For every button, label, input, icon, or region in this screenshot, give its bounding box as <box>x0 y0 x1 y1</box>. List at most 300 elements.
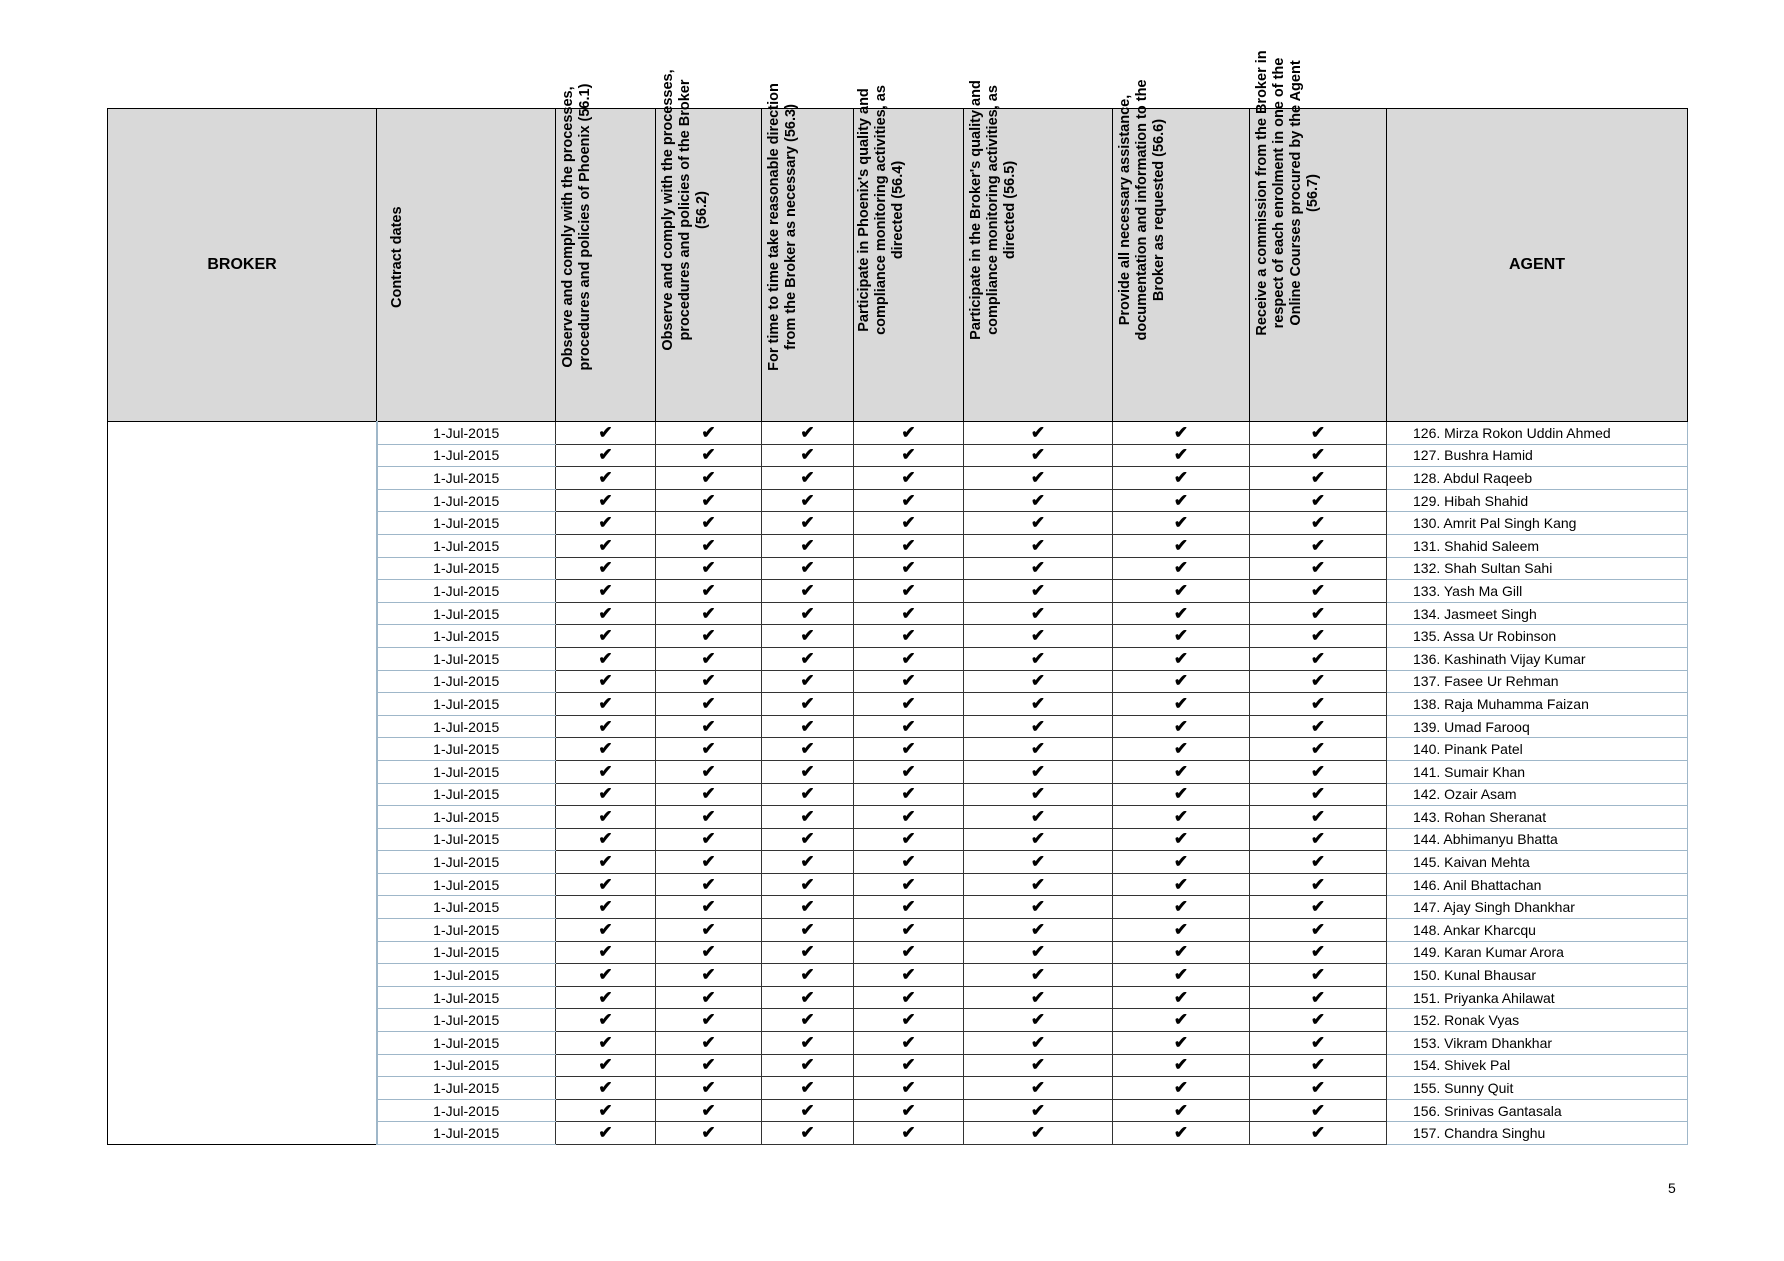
check-mark-icon: ✔ <box>1113 1099 1250 1122</box>
agent-name-cell: 140. Pinank Patel <box>1387 738 1688 761</box>
check-mark-icon: ✔ <box>854 625 964 648</box>
agent-name-cell: 131. Shahid Saleem <box>1387 534 1688 557</box>
agent-name-cell: 130. Amrit Pal Singh Kang <box>1387 512 1688 535</box>
check-mark-icon: ✔ <box>854 444 964 467</box>
agent-compliance-table <box>107 50 1688 1145</box>
check-mark-icon: ✔ <box>762 760 854 783</box>
check-mark-icon: ✔ <box>762 693 854 716</box>
check-mark-icon: ✔ <box>556 670 656 693</box>
check-mark-icon: ✔ <box>964 828 1113 851</box>
contract-date-cell: 1-Jul-2015 <box>377 1054 556 1077</box>
col-56-7-label: Receive a commission from the Broker in respect of each enrolment in one of the Online Courses procured by the Agent (56.7) <box>1254 50 1321 336</box>
check-mark-icon: ✔ <box>1113 986 1250 1009</box>
check-mark-icon: ✔ <box>656 647 762 670</box>
check-mark-icon: ✔ <box>1113 580 1250 603</box>
check-mark-icon: ✔ <box>854 896 964 919</box>
check-mark-icon: ✔ <box>1250 580 1387 603</box>
check-mark-icon: ✔ <box>1250 986 1387 1009</box>
check-mark-icon: ✔ <box>964 919 1113 942</box>
check-mark-icon: ✔ <box>556 467 656 490</box>
check-mark-icon: ✔ <box>964 738 1113 761</box>
agent-name-cell: 127. Bushra Hamid <box>1387 444 1688 467</box>
check-mark-icon: ✔ <box>1250 919 1387 942</box>
contract-date-cell: 1-Jul-2015 <box>377 806 556 829</box>
contract-date-cell: 1-Jul-2015 <box>377 647 556 670</box>
check-mark-icon: ✔ <box>964 715 1113 738</box>
contract-date-cell: 1-Jul-2015 <box>377 738 556 761</box>
contract-date-cell: 1-Jul-2015 <box>377 783 556 806</box>
contract-date-cell: 1-Jul-2015 <box>377 467 556 490</box>
check-mark-icon: ✔ <box>1113 467 1250 490</box>
check-mark-icon: ✔ <box>964 1077 1113 1100</box>
check-mark-icon: ✔ <box>556 625 656 648</box>
check-mark-icon: ✔ <box>762 444 854 467</box>
check-mark-icon: ✔ <box>762 738 854 761</box>
check-mark-icon: ✔ <box>854 647 964 670</box>
contract-date-cell: 1-Jul-2015 <box>377 693 556 716</box>
check-mark-icon: ✔ <box>762 986 854 1009</box>
check-mark-icon: ✔ <box>1250 1077 1387 1100</box>
check-mark-icon: ✔ <box>656 1077 762 1100</box>
check-mark-icon: ✔ <box>656 1009 762 1032</box>
check-mark-icon: ✔ <box>1113 647 1250 670</box>
check-mark-icon: ✔ <box>854 851 964 874</box>
check-mark-icon: ✔ <box>556 1054 656 1077</box>
check-mark-icon: ✔ <box>556 873 656 896</box>
check-mark-icon: ✔ <box>964 602 1113 625</box>
contract-date-cell: 1-Jul-2015 <box>377 512 556 535</box>
check-mark-icon: ✔ <box>656 851 762 874</box>
check-mark-icon: ✔ <box>854 670 964 693</box>
check-mark-icon: ✔ <box>762 1009 854 1032</box>
check-mark-icon: ✔ <box>1250 1032 1387 1055</box>
check-mark-icon: ✔ <box>1113 806 1250 829</box>
broker-header: BROKER <box>108 109 377 422</box>
col-56-2-header <box>656 69 762 422</box>
col-56-4-header <box>854 85 964 422</box>
agent-header: AGENT <box>1387 109 1688 422</box>
contract-date-cell: 1-Jul-2015 <box>377 896 556 919</box>
check-mark-icon: ✔ <box>854 715 964 738</box>
col-56-7-header <box>1250 50 1387 422</box>
check-mark-icon: ✔ <box>964 467 1113 490</box>
agent-name-cell: 138. Raja Muhamma Faizan <box>1387 693 1688 716</box>
check-mark-icon: ✔ <box>1113 444 1250 467</box>
agent-name-cell: 152. Ronak Vyas <box>1387 1009 1688 1032</box>
check-mark-icon: ✔ <box>1250 828 1387 851</box>
check-mark-icon: ✔ <box>762 647 854 670</box>
check-mark-icon: ✔ <box>762 919 854 942</box>
agent-name-cell: 150. Kunal Bhausar <box>1387 964 1688 987</box>
check-mark-icon: ✔ <box>964 1122 1113 1145</box>
check-mark-icon: ✔ <box>964 851 1113 874</box>
check-mark-icon: ✔ <box>762 873 854 896</box>
check-mark-icon: ✔ <box>1113 873 1250 896</box>
check-mark-icon: ✔ <box>1250 941 1387 964</box>
contract-date-cell: 1-Jul-2015 <box>377 964 556 987</box>
check-mark-icon: ✔ <box>964 986 1113 1009</box>
check-mark-icon: ✔ <box>1250 1054 1387 1077</box>
col-56-6-label: Provide all necessary assistance, documentation and information to the Broker as requested (56.6) <box>1117 79 1167 341</box>
check-mark-icon: ✔ <box>854 557 964 580</box>
agent-name-cell: 134. Jasmeet Singh <box>1387 602 1688 625</box>
contract-date-cell: 1-Jul-2015 <box>377 1009 556 1032</box>
check-mark-icon: ✔ <box>1250 625 1387 648</box>
check-mark-icon: ✔ <box>1250 1122 1387 1145</box>
check-mark-icon: ✔ <box>656 422 762 445</box>
agent-name-cell: 144. Abhimanyu Bhatta <box>1387 828 1688 851</box>
check-mark-icon: ✔ <box>1250 670 1387 693</box>
contract-date-cell: 1-Jul-2015 <box>377 851 556 874</box>
agent-name-cell: 137. Fasee Ur Rehman <box>1387 670 1688 693</box>
contract-date-cell: 1-Jul-2015 <box>377 941 556 964</box>
check-mark-icon: ✔ <box>762 467 854 490</box>
contract-date-cell: 1-Jul-2015 <box>377 580 556 603</box>
check-mark-icon: ✔ <box>1250 783 1387 806</box>
check-mark-icon: ✔ <box>656 919 762 942</box>
check-mark-icon: ✔ <box>1250 467 1387 490</box>
check-mark-icon: ✔ <box>762 851 854 874</box>
col-56-5-header <box>964 80 1113 422</box>
agent-name-cell: 141. Sumair Khan <box>1387 760 1688 783</box>
check-mark-icon: ✔ <box>854 602 964 625</box>
check-mark-icon: ✔ <box>1250 806 1387 829</box>
col-56-2-label: Observe and comply with the processes, procedures and policies of the Broker (56.2) <box>660 69 710 351</box>
contract-date-cell: 1-Jul-2015 <box>377 828 556 851</box>
check-mark-icon: ✔ <box>1250 873 1387 896</box>
check-mark-icon: ✔ <box>854 738 964 761</box>
contract-date-cell: 1-Jul-2015 <box>377 625 556 648</box>
check-mark-icon: ✔ <box>656 896 762 919</box>
check-mark-icon: ✔ <box>762 1122 854 1145</box>
check-mark-icon: ✔ <box>656 738 762 761</box>
contract-date-cell: 1-Jul-2015 <box>377 534 556 557</box>
check-mark-icon: ✔ <box>964 422 1113 445</box>
check-mark-icon: ✔ <box>854 919 964 942</box>
check-mark-icon: ✔ <box>1113 1077 1250 1100</box>
contract-date-cell: 1-Jul-2015 <box>377 602 556 625</box>
check-mark-icon: ✔ <box>1113 534 1250 557</box>
check-mark-icon: ✔ <box>556 715 656 738</box>
check-mark-icon: ✔ <box>762 941 854 964</box>
check-mark-icon: ✔ <box>854 1099 964 1122</box>
col-56-5-label: Participate in the Broker's quality and compliance monitoring activities, as directed (56.5) <box>968 80 1018 340</box>
check-mark-icon: ✔ <box>1113 828 1250 851</box>
check-mark-icon: ✔ <box>1113 512 1250 535</box>
check-mark-icon: ✔ <box>854 467 964 490</box>
contract-date-cell: 1-Jul-2015 <box>377 873 556 896</box>
check-mark-icon: ✔ <box>556 557 656 580</box>
check-mark-icon: ✔ <box>556 1099 656 1122</box>
check-mark-icon: ✔ <box>1113 715 1250 738</box>
col-56-1-label: Observe and comply with the processes, procedures and policies of Phoenix (56.1) <box>560 83 593 371</box>
check-mark-icon: ✔ <box>1113 783 1250 806</box>
check-mark-icon: ✔ <box>964 1054 1113 1077</box>
col-56-4-label: Participate in Phoenix's quality and compliance monitoring activities, as directed (56.4) <box>856 85 906 335</box>
check-mark-icon: ✔ <box>1113 1054 1250 1077</box>
check-mark-icon: ✔ <box>1250 760 1387 783</box>
check-mark-icon: ✔ <box>762 512 854 535</box>
check-mark-icon: ✔ <box>556 738 656 761</box>
check-mark-icon: ✔ <box>1113 1032 1250 1055</box>
check-mark-icon: ✔ <box>964 806 1113 829</box>
check-mark-icon: ✔ <box>1113 489 1250 512</box>
agent-name-cell: 132. Shah Sultan Sahi <box>1387 557 1688 580</box>
check-mark-icon: ✔ <box>762 534 854 557</box>
agent-name-cell: 149. Karan Kumar Arora <box>1387 941 1688 964</box>
check-mark-icon: ✔ <box>656 806 762 829</box>
check-mark-icon: ✔ <box>762 806 854 829</box>
check-mark-icon: ✔ <box>1113 1009 1250 1032</box>
check-mark-icon: ✔ <box>1113 738 1250 761</box>
check-mark-icon: ✔ <box>1113 896 1250 919</box>
contract-dates-label: Contract dates <box>389 206 405 308</box>
check-mark-icon: ✔ <box>762 828 854 851</box>
check-mark-icon: ✔ <box>1250 602 1387 625</box>
header-row <box>108 109 1688 422</box>
agent-name-cell: 147. Ajay Singh Dhankhar <box>1387 896 1688 919</box>
check-mark-icon: ✔ <box>762 964 854 987</box>
check-mark-icon: ✔ <box>1113 964 1250 987</box>
check-mark-icon: ✔ <box>656 964 762 987</box>
contract-date-cell: 1-Jul-2015 <box>377 1032 556 1055</box>
check-mark-icon: ✔ <box>964 1032 1113 1055</box>
check-mark-icon: ✔ <box>964 693 1113 716</box>
check-mark-icon: ✔ <box>556 1122 656 1145</box>
check-mark-icon: ✔ <box>1250 557 1387 580</box>
check-mark-icon: ✔ <box>762 1077 854 1100</box>
col-56-3-header <box>762 83 854 422</box>
check-mark-icon: ✔ <box>656 512 762 535</box>
check-mark-icon: ✔ <box>556 1032 656 1055</box>
check-mark-icon: ✔ <box>964 1009 1113 1032</box>
check-mark-icon: ✔ <box>854 873 964 896</box>
contract-date-cell: 1-Jul-2015 <box>377 1077 556 1100</box>
contract-date-cell: 1-Jul-2015 <box>377 670 556 693</box>
contract-date-cell: 1-Jul-2015 <box>377 1122 556 1145</box>
check-mark-icon: ✔ <box>1113 625 1250 648</box>
check-mark-icon: ✔ <box>556 941 656 964</box>
check-mark-icon: ✔ <box>556 964 656 987</box>
check-mark-icon: ✔ <box>1113 602 1250 625</box>
check-mark-icon: ✔ <box>656 444 762 467</box>
check-mark-icon: ✔ <box>854 806 964 829</box>
check-mark-icon: ✔ <box>556 828 656 851</box>
agent-name-cell: 136. Kashinath Vijay Kumar <box>1387 647 1688 670</box>
check-mark-icon: ✔ <box>656 580 762 603</box>
check-mark-icon: ✔ <box>656 489 762 512</box>
check-mark-icon: ✔ <box>556 444 656 467</box>
check-mark-icon: ✔ <box>656 602 762 625</box>
check-mark-icon: ✔ <box>1250 512 1387 535</box>
agent-name-cell: 148. Ankar Kharcqu <box>1387 919 1688 942</box>
check-mark-icon: ✔ <box>762 896 854 919</box>
check-mark-icon: ✔ <box>762 783 854 806</box>
check-mark-icon: ✔ <box>762 580 854 603</box>
check-mark-icon: ✔ <box>556 512 656 535</box>
check-mark-icon: ✔ <box>854 1032 964 1055</box>
check-mark-icon: ✔ <box>964 941 1113 964</box>
table-row <box>108 422 1688 445</box>
contract-date-cell: 1-Jul-2015 <box>377 715 556 738</box>
check-mark-icon: ✔ <box>854 512 964 535</box>
check-mark-icon: ✔ <box>656 941 762 964</box>
check-mark-icon: ✔ <box>656 670 762 693</box>
check-mark-icon: ✔ <box>656 986 762 1009</box>
col-56-1-header <box>556 83 656 422</box>
agent-name-cell: 151. Priyanka Ahilawat <box>1387 986 1688 1009</box>
check-mark-icon: ✔ <box>556 693 656 716</box>
check-mark-icon: ✔ <box>1113 851 1250 874</box>
contract-dates-header <box>377 109 556 422</box>
check-mark-icon: ✔ <box>964 760 1113 783</box>
agent-name-cell: 143. Rohan Sheranat <box>1387 806 1688 829</box>
check-mark-icon: ✔ <box>964 896 1113 919</box>
col-56-6-header <box>1113 79 1250 422</box>
check-mark-icon: ✔ <box>964 444 1113 467</box>
check-mark-icon: ✔ <box>1250 715 1387 738</box>
check-mark-icon: ✔ <box>556 580 656 603</box>
check-mark-icon: ✔ <box>656 783 762 806</box>
check-mark-icon: ✔ <box>656 873 762 896</box>
broker-cell <box>108 422 377 1145</box>
check-mark-icon: ✔ <box>656 557 762 580</box>
check-mark-icon: ✔ <box>556 534 656 557</box>
agent-name-cell: 135. Assa Ur Robinson <box>1387 625 1688 648</box>
check-mark-icon: ✔ <box>656 467 762 490</box>
contract-date-cell: 1-Jul-2015 <box>377 557 556 580</box>
check-mark-icon: ✔ <box>556 783 656 806</box>
check-mark-icon: ✔ <box>854 941 964 964</box>
check-mark-icon: ✔ <box>964 557 1113 580</box>
check-mark-icon: ✔ <box>854 760 964 783</box>
check-mark-icon: ✔ <box>762 1054 854 1077</box>
col-56-3-label: For time to time take reasonable direction from the Broker as necessary (56.3) <box>766 83 799 371</box>
contract-date-cell: 1-Jul-2015 <box>377 986 556 1009</box>
check-mark-icon: ✔ <box>762 670 854 693</box>
check-mark-icon: ✔ <box>556 647 656 670</box>
check-mark-icon: ✔ <box>854 1054 964 1077</box>
table-body <box>108 422 1688 1145</box>
check-mark-icon: ✔ <box>556 806 656 829</box>
contract-date-cell: 1-Jul-2015 <box>377 760 556 783</box>
check-mark-icon: ✔ <box>1250 1099 1387 1122</box>
agent-name-cell: 156. Srinivas Gantasala <box>1387 1099 1688 1122</box>
check-mark-icon: ✔ <box>1113 919 1250 942</box>
agent-name-cell: 129. Hibah Shahid <box>1387 489 1688 512</box>
contract-date-cell: 1-Jul-2015 <box>377 1099 556 1122</box>
check-mark-icon: ✔ <box>556 1009 656 1032</box>
agent-name-cell: 155. Sunny Quit <box>1387 1077 1688 1100</box>
check-mark-icon: ✔ <box>656 760 762 783</box>
check-mark-icon: ✔ <box>964 783 1113 806</box>
check-mark-icon: ✔ <box>556 1077 656 1100</box>
check-mark-icon: ✔ <box>1113 1122 1250 1145</box>
check-mark-icon: ✔ <box>1250 422 1387 445</box>
check-mark-icon: ✔ <box>964 625 1113 648</box>
check-mark-icon: ✔ <box>556 760 656 783</box>
agent-name-cell: 142. Ozair Asam <box>1387 783 1688 806</box>
check-mark-icon: ✔ <box>964 534 1113 557</box>
contract-date-cell: 1-Jul-2015 <box>377 422 556 445</box>
check-mark-icon: ✔ <box>1250 738 1387 761</box>
agent-name-cell: 157. Chandra Singhu <box>1387 1122 1688 1145</box>
check-mark-icon: ✔ <box>854 828 964 851</box>
agent-name-cell: 145. Kaivan Mehta <box>1387 851 1688 874</box>
check-mark-icon: ✔ <box>762 1099 854 1122</box>
agent-name-cell: 153. Vikram Dhankhar <box>1387 1032 1688 1055</box>
check-mark-icon: ✔ <box>1250 693 1387 716</box>
check-mark-icon: ✔ <box>854 534 964 557</box>
contract-date-cell: 1-Jul-2015 <box>377 489 556 512</box>
check-mark-icon: ✔ <box>556 851 656 874</box>
check-mark-icon: ✔ <box>1250 1009 1387 1032</box>
check-mark-icon: ✔ <box>656 534 762 557</box>
check-mark-icon: ✔ <box>1250 534 1387 557</box>
check-mark-icon: ✔ <box>1113 760 1250 783</box>
check-mark-icon: ✔ <box>656 1054 762 1077</box>
check-mark-icon: ✔ <box>762 557 854 580</box>
check-mark-icon: ✔ <box>964 670 1113 693</box>
check-mark-icon: ✔ <box>854 986 964 1009</box>
check-mark-icon: ✔ <box>556 489 656 512</box>
check-mark-icon: ✔ <box>854 783 964 806</box>
agent-name-cell: 128. Abdul Raqeeb <box>1387 467 1688 490</box>
check-mark-icon: ✔ <box>964 489 1113 512</box>
agent-name-cell: 126. Mirza Rokon Uddin Ahmed <box>1387 422 1688 445</box>
check-mark-icon: ✔ <box>964 580 1113 603</box>
check-mark-icon: ✔ <box>854 489 964 512</box>
check-mark-icon: ✔ <box>1250 851 1387 874</box>
check-mark-icon: ✔ <box>762 1032 854 1055</box>
check-mark-icon: ✔ <box>656 715 762 738</box>
check-mark-icon: ✔ <box>1113 693 1250 716</box>
check-mark-icon: ✔ <box>854 422 964 445</box>
check-mark-icon: ✔ <box>1113 670 1250 693</box>
check-mark-icon: ✔ <box>762 489 854 512</box>
check-mark-icon: ✔ <box>854 580 964 603</box>
check-mark-icon: ✔ <box>854 693 964 716</box>
agent-name-cell: 133. Yash Ma Gill <box>1387 580 1688 603</box>
check-mark-icon: ✔ <box>656 1122 762 1145</box>
check-mark-icon: ✔ <box>556 986 656 1009</box>
check-mark-icon: ✔ <box>964 873 1113 896</box>
check-mark-icon: ✔ <box>1250 896 1387 919</box>
agent-name-cell: 139. Umad Farooq <box>1387 715 1688 738</box>
check-mark-icon: ✔ <box>556 919 656 942</box>
check-mark-icon: ✔ <box>1113 557 1250 580</box>
check-mark-icon: ✔ <box>1250 444 1387 467</box>
contract-date-cell: 1-Jul-2015 <box>377 919 556 942</box>
check-mark-icon: ✔ <box>964 964 1113 987</box>
check-mark-icon: ✔ <box>854 1009 964 1032</box>
check-mark-icon: ✔ <box>656 1099 762 1122</box>
check-mark-icon: ✔ <box>964 647 1113 670</box>
check-mark-icon: ✔ <box>656 1032 762 1055</box>
check-mark-icon: ✔ <box>1250 647 1387 670</box>
page-number: 5 <box>1668 1180 1676 1196</box>
check-mark-icon: ✔ <box>964 1099 1113 1122</box>
check-mark-icon: ✔ <box>1250 489 1387 512</box>
check-mark-icon: ✔ <box>1113 941 1250 964</box>
check-mark-icon: ✔ <box>556 602 656 625</box>
check-mark-icon: ✔ <box>656 828 762 851</box>
check-mark-icon: ✔ <box>556 422 656 445</box>
check-mark-icon: ✔ <box>762 625 854 648</box>
check-mark-icon: ✔ <box>656 625 762 648</box>
agent-name-cell: 146. Anil Bhattachan <box>1387 873 1688 896</box>
check-mark-icon: ✔ <box>1113 422 1250 445</box>
